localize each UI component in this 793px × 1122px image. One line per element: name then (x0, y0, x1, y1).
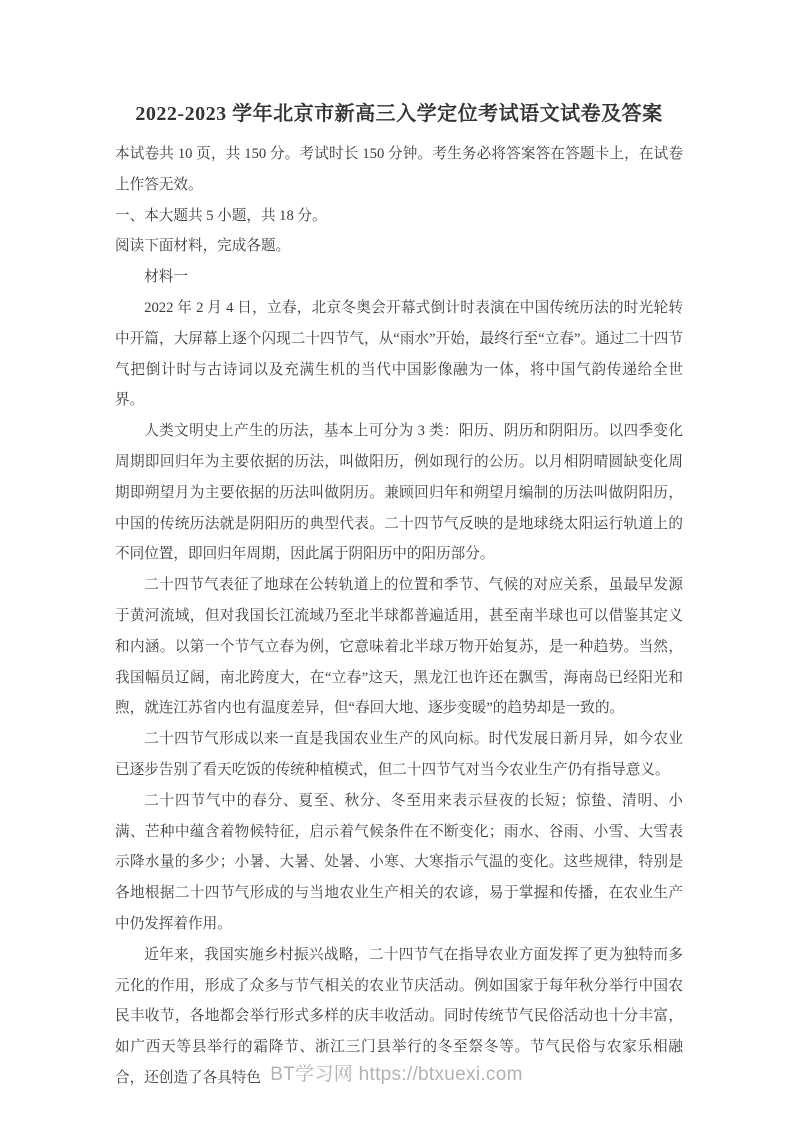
material-paragraph: 二十四节气形成以来一直是我国农业生产的风向标。时代发展日新月异，如今农业已逐步告别了看天吃饭的传统种植模式，但二十四节气对当今农业生产仍有指导意义。 (115, 731, 683, 778)
material-label: 材料一 (144, 269, 188, 286)
reading-instruction: 阅读下面材料，完成各题。 (115, 238, 291, 255)
material-paragraph: 人类文明史上产生的历法，基本上可分为 3 类：阳历、阴历和阴阳历。以四季变化周期即回归年为主要依据的历法，叫做阳历，例如现行的公历。以月相阴晴圆缺变化周期即朔望月为主要依据的历法叫做阴历。兼顾回归年和朔望月编制的历法叫做阴阳历，中国的传统历法就是阴阳历的典型代表。二十四节气反映的是地球绕太阳运行轨道上的不同位置，即回归年周期，因此属于阴阳历中的阳历部分。 (115, 423, 683, 563)
exam-meta-info: 本试卷共 10 页，共 150 分。考试时长 150 分钟。考生务必将答案答在答题卡上，在试卷上作答无效。 (115, 146, 683, 193)
section-heading: 一、本大题共 5 小题，共 18 分。 (115, 207, 327, 224)
site-watermark: BT学习网 https://btxuexi.com (270, 1064, 523, 1085)
material-paragraph: 近年来，我国实施乡村振兴战略，二十四节气在指导农业方面发挥了更为独特而多元化的作用，形成了众多与节气相关的农业节庆活动。例如国家于每年秋分举行中国农民丰收节，各地都会举行形式多样的庆丰收活动。同时传统节气民俗活动也十分丰富，如广西天等县举行的霜降节、浙江三门县举行的冬至祭冬等。节气民俗与农家乐相融合，还创造了各具特色 (115, 946, 683, 1086)
material-paragraph: 2022 年 2 月 4 日，立春，北京冬奥会开幕式倒计时表演在中国传统历法的时光轮转中开篇，大屏幕上逐个闪现二十四节气，从“雨水”开始，最终行至“立春”。通过二十四节气把倒计时与古诗词以及充满生机的当代中国影像融为一体，将中国气韵传递给全世界。 (115, 299, 683, 409)
material-paragraph: 二十四节气中的春分、夏至、秋分、冬至用来表示昼夜的长短；惊蛰、清明、小满、芒种中蕴含着物候特征，启示着气候条件在不断变化；雨水、谷雨、小雪、大雪表示降水量的多少；小暑、大暑、处暑、小寒、大寒指示气温的变化。这些规律，特别是各地根据二十四节气形成的与当地农业生产相关的农谚，易于掌握和传播，在农业生产中仍发挥着作用。 (115, 792, 683, 932)
document-content (115, 99, 683, 1094)
material-paragraph: 二十四节气表征了地球在公转轨道上的位置和季节、气候的对应关系，虽最早发源于黄河流域，但对我国长江流域乃至北半球都普遍适用，甚至南半球也可以借鉴其定义和内涵。以第一个节气立春为例，它意味着北半球万物开始复苏，是一种趋势。当然，我国幅员辽阔，南北跨度大，在“立春”这天，黑龙江也许还在飘雪，海南岛已经阳光和煦，就连江苏省内也有温度差异，但“春回大地、逐步变暖”的趋势却是一致的。 (115, 577, 683, 717)
exam-title: 2022-2023 学年北京市新高三入学定位考试语文试卷及答案 (135, 103, 663, 125)
